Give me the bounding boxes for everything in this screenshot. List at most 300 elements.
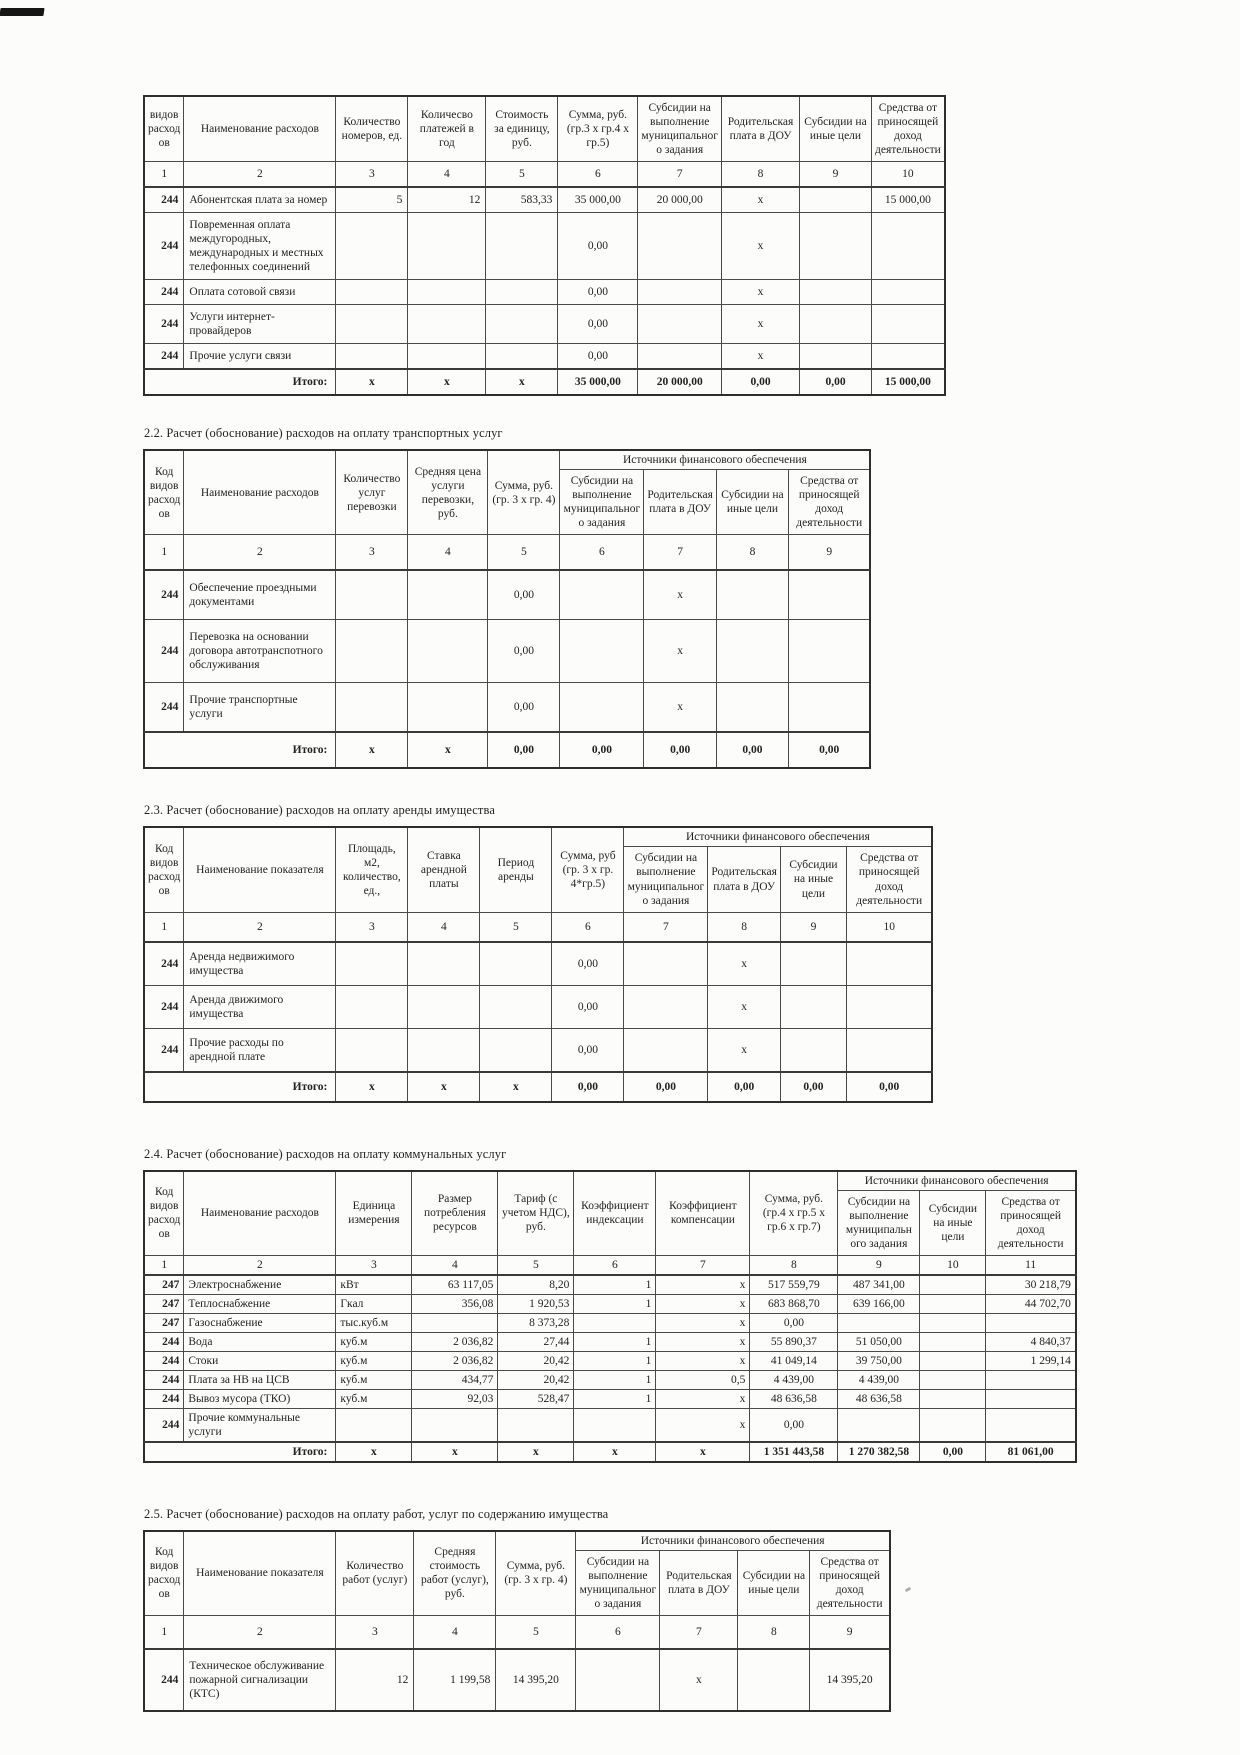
cell: тыс.куб.м <box>336 1313 412 1332</box>
cell: x <box>708 985 781 1028</box>
column-number: 11 <box>986 1255 1076 1275</box>
total-cell: x <box>412 1442 498 1462</box>
cell: Прочие коммунальные услуги <box>184 1408 336 1442</box>
total-cell: 0,00 <box>560 732 644 768</box>
cell: x <box>656 1408 750 1442</box>
cell: 44 702,70 <box>986 1294 1076 1313</box>
data-table <box>143 826 933 1102</box>
cell: Электроснабжение <box>184 1275 336 1295</box>
cell <box>872 280 945 305</box>
column-group-header: Источники финансового обеспечения <box>576 1531 890 1551</box>
column-number: 3 <box>336 1615 414 1649</box>
column-number: 3 <box>336 1255 412 1275</box>
cell: 0,00 <box>750 1408 838 1442</box>
cell: 244 <box>144 305 184 344</box>
column-number: 5 <box>486 162 558 188</box>
cell <box>574 1408 656 1442</box>
column-number: 7 <box>638 162 722 188</box>
cell <box>986 1389 1076 1408</box>
column-number: 9 <box>810 1615 890 1649</box>
column-number: 6 <box>576 1615 660 1649</box>
section-title: 2.3. Расчет (обоснование) расходов на оплату аренды имущества <box>144 803 495 818</box>
cell <box>838 1313 920 1332</box>
cell: 5 <box>336 187 408 213</box>
cell <box>638 280 722 305</box>
column-header: Период аренды <box>480 827 552 912</box>
total-cell: x <box>336 369 408 395</box>
cell <box>336 1408 412 1442</box>
total-cell: 20 000,00 <box>638 369 722 395</box>
column-number: 7 <box>660 1615 738 1649</box>
total-cell: x <box>574 1442 656 1462</box>
cell <box>480 1028 552 1072</box>
column-number: 10 <box>846 912 932 942</box>
cell: 27,44 <box>498 1332 574 1351</box>
column-number: 1 <box>144 535 184 571</box>
table-header <box>144 1531 890 1616</box>
total-cell: 81 061,00 <box>986 1442 1076 1462</box>
cell <box>986 1408 1076 1442</box>
total-cell: x <box>498 1442 574 1462</box>
column-number: 3 <box>336 912 408 942</box>
column-number: 8 <box>750 1255 838 1275</box>
column-number: 4 <box>408 535 488 571</box>
column-header: Наименование расходов <box>184 96 336 162</box>
cell <box>920 1389 986 1408</box>
cell <box>480 942 552 986</box>
cell: 244 <box>144 1370 184 1389</box>
cell: 244 <box>144 187 184 213</box>
table-body <box>144 912 932 1102</box>
total-cell: 0,00 <box>780 1072 846 1102</box>
cell: 487 341,00 <box>838 1275 920 1295</box>
cell: 1 299,14 <box>986 1351 1076 1370</box>
column-number: 7 <box>644 535 717 571</box>
cell <box>920 1275 986 1295</box>
column-header: Количество работ (услуг) <box>336 1531 414 1616</box>
total-cell: 1 351 443,58 <box>750 1442 838 1462</box>
cell: Перевозка на основании договора автотранспотного обслуживания <box>184 620 336 683</box>
cell <box>408 683 488 733</box>
header-row <box>144 96 945 162</box>
column-header: Родительская плата в ДОУ <box>660 1550 738 1615</box>
document-page <box>143 95 1077 1712</box>
cell: 1 <box>574 1332 656 1351</box>
cell: x <box>722 305 800 344</box>
cell: Теплоснабжение <box>184 1294 336 1313</box>
column-group-header: Источники финансового обеспечения <box>560 450 871 470</box>
cell: 39 750,00 <box>838 1351 920 1370</box>
cell: Вода <box>184 1332 336 1351</box>
table-row <box>144 985 932 1028</box>
table-row <box>144 1332 1076 1351</box>
cell: 0,00 <box>488 620 560 683</box>
cell <box>336 305 408 344</box>
column-number: 5 <box>488 535 560 571</box>
cell <box>560 683 644 733</box>
cell: 0,00 <box>558 305 638 344</box>
column-number: 4 <box>412 1255 498 1275</box>
cell <box>872 305 945 344</box>
column-number: 8 <box>738 1615 810 1649</box>
cell: 244 <box>144 280 184 305</box>
column-header: Размер потребления ресурсов <box>412 1171 498 1256</box>
cell: Абонентская плата за номер <box>184 187 336 213</box>
cell: x <box>644 570 717 620</box>
total-label: Итого: <box>144 1442 336 1462</box>
cell: x <box>656 1332 750 1351</box>
total-label: Итого: <box>144 1072 336 1102</box>
column-header: Субсидии на выполнение муниципальног о задания <box>624 847 708 912</box>
cell <box>716 570 788 620</box>
cell: 1 199,58 <box>414 1649 496 1711</box>
column-header: Стоимость за единицу, руб. <box>486 96 558 162</box>
cell <box>638 213 722 280</box>
table-header <box>144 96 945 162</box>
cell: 639 166,00 <box>838 1294 920 1313</box>
table-body <box>144 162 945 396</box>
cell: Услуги интернет-провайдеров <box>184 305 336 344</box>
column-number: 1 <box>144 1615 184 1649</box>
cell: 2 036,82 <box>412 1332 498 1351</box>
cell <box>408 1028 480 1072</box>
cell: 244 <box>144 620 184 683</box>
total-label: Итого: <box>144 369 336 395</box>
cell: 0,00 <box>750 1313 838 1332</box>
table-header <box>144 827 932 912</box>
cell <box>780 942 846 986</box>
column-header: Код видов расход ов <box>144 1531 184 1616</box>
table-row <box>144 942 932 986</box>
section-title: 2.4. Расчет (обоснование) расходов на оплату коммунальных услуг <box>144 1146 507 1161</box>
total-row <box>144 732 870 768</box>
column-number: 9 <box>780 912 846 942</box>
section-title: 2.2. Расчет (обоснование) расходов на оплату транспортных услуг <box>144 426 503 441</box>
cell <box>408 620 488 683</box>
column-header: Средняя цена услуги перевозки, руб. <box>408 450 488 535</box>
cell: 356,08 <box>412 1294 498 1313</box>
table-row <box>144 1649 890 1711</box>
column-numbers-row <box>144 162 945 188</box>
column-number: 6 <box>560 535 644 571</box>
cell: 247 <box>144 1294 184 1313</box>
cell: 12 <box>336 1649 414 1711</box>
cell: 48 636,58 <box>750 1389 838 1408</box>
data-table <box>143 1530 891 1712</box>
table-row <box>144 1028 932 1072</box>
cell: Прочие расходы по арендной плате <box>184 1028 336 1072</box>
cell: 0,00 <box>558 344 638 370</box>
column-number: 4 <box>414 1615 496 1649</box>
table-header <box>144 1171 1076 1256</box>
cell: 14 395,20 <box>496 1649 576 1711</box>
cell: Прочие услуги связи <box>184 344 336 370</box>
cell: x <box>644 620 717 683</box>
cell <box>986 1313 1076 1332</box>
column-header: Ставка арендной платы <box>408 827 480 912</box>
cell <box>920 1313 986 1332</box>
cell: 20,42 <box>498 1351 574 1370</box>
column-header: Средняя стоимость работ (услуг), руб. <box>414 1531 496 1616</box>
cell: x <box>656 1351 750 1370</box>
cell: 528,47 <box>498 1389 574 1408</box>
cell: 244 <box>144 942 184 986</box>
column-header: Родительская плата в ДОУ <box>708 847 781 912</box>
cell: Оплата сотовой связи <box>184 280 336 305</box>
cell <box>788 620 870 683</box>
table-row <box>144 1313 1076 1332</box>
cell <box>800 280 872 305</box>
cell <box>412 1313 498 1332</box>
column-header: Код видов расход ов <box>144 450 184 535</box>
cell <box>872 213 945 280</box>
cell: 247 <box>144 1313 184 1332</box>
column-header: Коэффициент компенсации <box>656 1171 750 1256</box>
cell: 1 <box>574 1294 656 1313</box>
table-row <box>144 1275 1076 1295</box>
cell: 1 <box>574 1370 656 1389</box>
cell: 247 <box>144 1275 184 1295</box>
cell <box>920 1294 986 1313</box>
column-header: Субсидии на иные цели <box>716 470 788 535</box>
cell <box>560 620 644 683</box>
cell <box>624 985 708 1028</box>
cell: x <box>708 942 781 986</box>
total-cell: 0,00 <box>716 732 788 768</box>
cell: 244 <box>144 213 184 280</box>
table-communication-services <box>143 95 1077 396</box>
column-number: 10 <box>920 1255 986 1275</box>
column-header: Сумма, руб (гр. 3 х гр. 4*гр.5) <box>552 827 624 912</box>
cell: 15 000,00 <box>872 187 945 213</box>
cell <box>846 942 932 986</box>
cell: Прочие транспортные услуги <box>184 683 336 733</box>
cell <box>920 1351 986 1370</box>
cell: 0,00 <box>552 942 624 986</box>
total-cell: x <box>336 732 408 768</box>
cell: 244 <box>144 683 184 733</box>
cell <box>336 985 408 1028</box>
cell <box>336 620 408 683</box>
cell: Газоснабжение <box>184 1313 336 1332</box>
cell <box>780 1028 846 1072</box>
column-header: Субсидии на иные цели <box>920 1190 986 1255</box>
column-header: Средства от приносящей доход деятельности <box>846 847 932 912</box>
column-group-header: Источники финансового обеспечения <box>624 827 933 847</box>
header-row <box>144 827 932 847</box>
cell <box>738 1649 810 1711</box>
total-cell: x <box>408 732 488 768</box>
cell: 8 373,28 <box>498 1313 574 1332</box>
total-cell: 0,00 <box>788 732 870 768</box>
total-cell: 0,00 <box>624 1072 708 1102</box>
cell: Вывоз мусора (ТКО) <box>184 1389 336 1408</box>
table-utility-services <box>143 1147 1077 1463</box>
column-number: 2 <box>184 162 336 188</box>
column-number: 6 <box>552 912 624 942</box>
table-row <box>144 213 945 280</box>
total-cell: x <box>486 369 558 395</box>
cell <box>624 1028 708 1072</box>
cell <box>336 1028 408 1072</box>
cell: кВт <box>336 1275 412 1295</box>
cell <box>408 280 486 305</box>
cell: 0,5 <box>656 1370 750 1389</box>
cell: 434,77 <box>412 1370 498 1389</box>
cell: Плата за НВ на ЦСВ <box>184 1370 336 1389</box>
column-header: Количесво платежей в год <box>408 96 486 162</box>
cell: 0,00 <box>488 570 560 620</box>
cell <box>560 570 644 620</box>
cell: x <box>722 344 800 370</box>
section-title: 2.5. Расчет (обоснование) расходов на оплату работ, услуг по содержанию имущества <box>144 1506 609 1521</box>
column-number: 3 <box>336 162 408 188</box>
cell: Аренда движимого имущества <box>184 985 336 1028</box>
cell: 0,00 <box>558 213 638 280</box>
data-table <box>143 95 946 396</box>
column-number: 7 <box>624 912 708 942</box>
table-header <box>144 450 870 535</box>
cell: 683 868,70 <box>750 1294 838 1313</box>
cell: 244 <box>144 1028 184 1072</box>
cell: 244 <box>144 1332 184 1351</box>
table-body <box>144 535 870 769</box>
table-transport-services <box>143 426 1077 769</box>
column-header: Субсидии на выполнение муниципальног о задания <box>638 96 722 162</box>
total-cell: 0,00 <box>644 732 717 768</box>
cell: 48 636,58 <box>838 1389 920 1408</box>
cell: x <box>660 1649 738 1711</box>
cell: 4 840,37 <box>986 1332 1076 1351</box>
column-number: 8 <box>722 162 800 188</box>
cell <box>336 570 408 620</box>
cell: 2 036,82 <box>412 1351 498 1370</box>
cell: x <box>722 187 800 213</box>
cell: 1 <box>574 1351 656 1370</box>
table-row <box>144 1370 1076 1389</box>
cell: 12 <box>408 187 486 213</box>
table-property-rent <box>143 803 1077 1102</box>
table-row <box>144 620 870 683</box>
cell: 583,33 <box>486 187 558 213</box>
column-header: Родительская плата в ДОУ <box>644 470 717 535</box>
cell: 8,20 <box>498 1275 574 1295</box>
column-header: Наименование расходов <box>184 450 336 535</box>
total-cell: 35 000,00 <box>558 369 638 395</box>
column-header: Код видов расход ов <box>144 1171 184 1256</box>
total-cell: x <box>336 1072 408 1102</box>
cell <box>716 620 788 683</box>
column-header: Родительская плата в ДОУ <box>722 96 800 162</box>
cell: 35 000,00 <box>558 187 638 213</box>
table-row <box>144 570 870 620</box>
cell: x <box>656 1389 750 1408</box>
cell <box>576 1649 660 1711</box>
column-header: Субсидии на иные цели <box>738 1550 810 1615</box>
cell: 20,42 <box>498 1370 574 1389</box>
cell: 4 439,00 <box>838 1370 920 1389</box>
total-cell: x <box>480 1072 552 1102</box>
table-row <box>144 1351 1076 1370</box>
total-cell: 0,00 <box>846 1072 932 1102</box>
cell <box>336 280 408 305</box>
scan-artifact-bar <box>0 8 45 16</box>
cell <box>624 942 708 986</box>
cell <box>498 1408 574 1442</box>
data-table <box>143 449 871 769</box>
column-number: 5 <box>496 1615 576 1649</box>
table-row <box>144 1389 1076 1408</box>
cell: x <box>644 683 717 733</box>
cell <box>408 985 480 1028</box>
cell <box>872 344 945 370</box>
cell <box>408 213 486 280</box>
total-cell: 0,00 <box>920 1442 986 1462</box>
cell: x <box>656 1275 750 1295</box>
cell <box>920 1408 986 1442</box>
column-header: Единица измерения <box>336 1171 412 1256</box>
column-group-header: Источники финансового обеспечения <box>838 1171 1076 1191</box>
cell: 244 <box>144 985 184 1028</box>
total-cell: x <box>408 369 486 395</box>
cell: x <box>708 1028 781 1072</box>
cell: 0,00 <box>558 280 638 305</box>
cell: куб.м <box>336 1370 412 1389</box>
cell: 1 <box>574 1389 656 1408</box>
column-number: 3 <box>336 535 408 571</box>
column-number: 2 <box>184 1255 336 1275</box>
column-number: 2 <box>184 535 336 571</box>
total-cell: x <box>656 1442 750 1462</box>
cell <box>780 985 846 1028</box>
cell: x <box>722 280 800 305</box>
data-table <box>143 1170 1077 1463</box>
column-number: 2 <box>184 1615 336 1649</box>
cell <box>800 213 872 280</box>
cell <box>336 213 408 280</box>
column-header: Коэффициент индексации <box>574 1171 656 1256</box>
total-cell: 0,00 <box>708 1072 781 1102</box>
column-header: Субсидии на выполнение муниципальног о задания <box>576 1550 660 1615</box>
total-cell: 1 270 382,58 <box>838 1442 920 1462</box>
table-row <box>144 1294 1076 1313</box>
cell: Стоки <box>184 1351 336 1370</box>
table-row <box>144 305 945 344</box>
cell <box>408 344 486 370</box>
header-row <box>144 1531 890 1551</box>
table-row <box>144 1408 1076 1442</box>
cell: 20 000,00 <box>638 187 722 213</box>
cell: 92,03 <box>412 1389 498 1408</box>
column-number: 6 <box>574 1255 656 1275</box>
column-header: Сумма, руб. (гр.3 х гр.4 х гр.5) <box>558 96 638 162</box>
column-number: 9 <box>838 1255 920 1275</box>
column-header: Субсидии на иные цели <box>800 96 872 162</box>
column-numbers-row <box>144 1255 1076 1275</box>
column-numbers-row <box>144 912 932 942</box>
cell: x <box>722 213 800 280</box>
cell <box>788 683 870 733</box>
cell: 14 395,20 <box>810 1649 890 1711</box>
column-header: Наименование расходов <box>184 1171 336 1256</box>
cell <box>408 305 486 344</box>
cell <box>800 344 872 370</box>
cell <box>788 570 870 620</box>
cell: 4 439,00 <box>750 1370 838 1389</box>
column-number: 5 <box>480 912 552 942</box>
cell <box>486 305 558 344</box>
column-header: Средства от приносящей доход деятельности <box>986 1190 1076 1255</box>
